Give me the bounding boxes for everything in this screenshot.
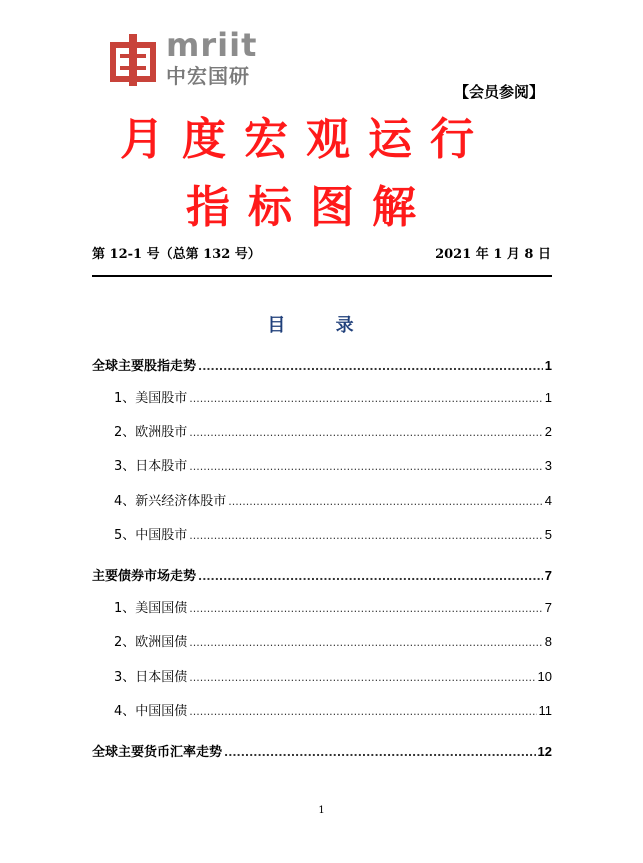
toc-title: 目 录 bbox=[267, 315, 376, 336]
toc-entry-page: 1 bbox=[544, 358, 552, 373]
toc-entry[interactable] bbox=[92, 422, 552, 443]
toc-entry[interactable] bbox=[92, 456, 552, 477]
toc-leader-dots bbox=[189, 457, 542, 477]
logo-mark-icon bbox=[108, 32, 158, 88]
toc-entry-label: 5、中国股市 bbox=[114, 528, 188, 543]
toc-leader-dots bbox=[189, 389, 542, 409]
toc-entry[interactable] bbox=[92, 742, 552, 763]
toc-leader-dots bbox=[198, 357, 543, 377]
toc-entry[interactable] bbox=[92, 491, 552, 512]
toc-entry-page: 8 bbox=[544, 634, 552, 649]
toc-leader-dots bbox=[224, 743, 536, 763]
toc-entry[interactable] bbox=[92, 667, 552, 688]
toc-leader-dots bbox=[189, 423, 542, 443]
toc-entry-label: 4、中国国债 bbox=[114, 704, 188, 719]
header-rule bbox=[92, 275, 552, 277]
toc-entry-page: 7 bbox=[544, 600, 552, 615]
title-line-1: 月度宏观运行 bbox=[120, 114, 492, 165]
toc-entry[interactable] bbox=[92, 525, 552, 546]
toc-entry-page: 12 bbox=[537, 744, 552, 759]
toc-entry-page: 3 bbox=[544, 458, 552, 473]
toc-entry[interactable] bbox=[92, 632, 552, 653]
toc-leader-dots bbox=[189, 526, 542, 546]
toc-leader-dots bbox=[189, 702, 536, 722]
logo-text-cn: 中宏国研 bbox=[166, 64, 250, 88]
toc-entry-label: 3、日本股市 bbox=[114, 459, 188, 474]
toc-entry[interactable] bbox=[92, 701, 552, 722]
toc-entry-label: 4、新兴经济体股市 bbox=[114, 494, 227, 509]
title-line-2: 指标图解 bbox=[186, 182, 434, 233]
toc-entry-label: 全球主要股指走势 bbox=[92, 359, 197, 374]
toc-leader-dots bbox=[189, 633, 542, 653]
toc-entry-label: 1、美国股市 bbox=[114, 391, 188, 406]
toc-entry-page: 11 bbox=[538, 703, 552, 718]
toc-entry-label: 主要债券市场走势 bbox=[92, 569, 197, 584]
issue-date: 2021 年 1 月 8 日 bbox=[435, 247, 551, 262]
toc-entry-page: 7 bbox=[544, 568, 552, 583]
issue-number: 第 12-1 号（总第 132 号） bbox=[92, 247, 261, 262]
toc-entry-label: 全球主要货币汇率走势 bbox=[92, 745, 223, 760]
toc-leader-dots bbox=[228, 492, 542, 512]
toc-leader-dots bbox=[198, 567, 543, 587]
toc-leader-dots bbox=[189, 599, 542, 619]
toc-entry-page: 1 bbox=[544, 390, 552, 405]
page-number: 1 bbox=[318, 805, 325, 816]
mriit-logo bbox=[108, 26, 258, 90]
toc-entry-label: 1、美国国债 bbox=[114, 601, 188, 616]
toc-leader-dots bbox=[189, 668, 535, 688]
toc-entry[interactable] bbox=[92, 598, 552, 619]
toc-entry-label: 2、欧洲股市 bbox=[114, 425, 188, 440]
toc-entry[interactable] bbox=[92, 566, 552, 587]
toc-entry-page: 10 bbox=[537, 669, 552, 684]
toc-entry-label: 2、欧洲国债 bbox=[114, 635, 188, 650]
toc-entry-page: 4 bbox=[544, 493, 552, 508]
toc-entry-page: 2 bbox=[544, 424, 552, 439]
toc-entry[interactable] bbox=[92, 388, 552, 409]
toc-entry-page: 5 bbox=[544, 527, 552, 542]
toc-entry[interactable] bbox=[92, 356, 552, 377]
logo-text-en: mriit bbox=[166, 26, 258, 64]
toc-entry-label: 3、日本国债 bbox=[114, 670, 188, 685]
member-tag: 【会员参阅】 bbox=[454, 83, 545, 101]
